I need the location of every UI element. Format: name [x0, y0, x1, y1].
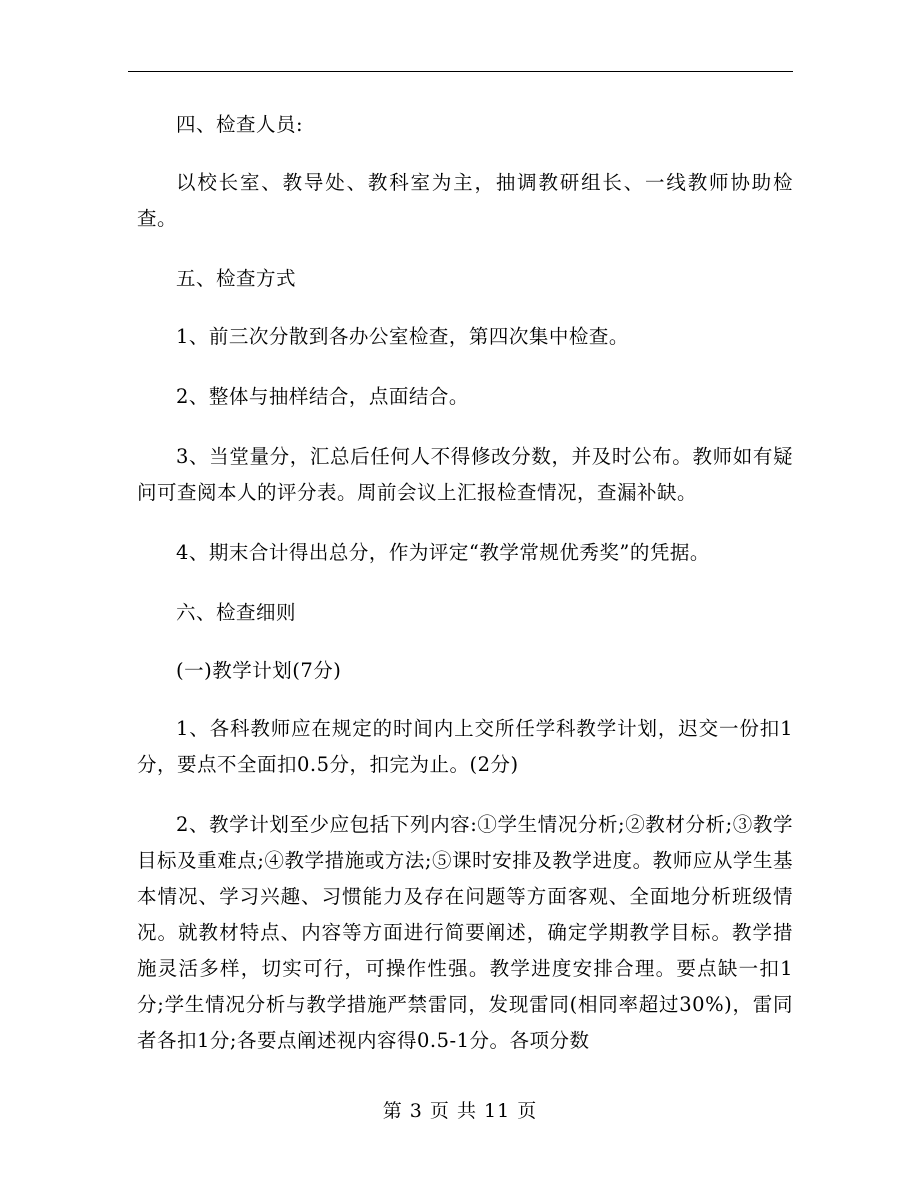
section-title: 四、检查人员:: [176, 113, 304, 136]
header-rule: [128, 71, 793, 72]
section-title: 五、检查方式: [176, 267, 297, 290]
list-item: 2、整体与抽样结合，点面结合。: [176, 385, 469, 408]
subsection-title: (一)教学计划(7分): [176, 659, 342, 682]
list-item: 2、教学计划至少应包括下列内容:①学生情况分析;②教材分析;③教学目标及重难点;④教学措施或方法;⑤课时安排及教学进度。教师应从学生基本情况、学习兴趣、习惯能力及存在问题等方面客观、全面地分析班级情况。就教材特点、内容等方面进行简要阐述，确定学期教学目标。教学措施灵活多样，切实可行，可操作性强。教学进度安排合理。要点缺一扣1分;学生情况分析与教学措施严禁雷同，发现雷同(相同率超过30%)，雷同者各扣1分;各要点阐述视内容得0.5-1分。各项分数: [137, 813, 793, 1052]
list-item: 1、各科教师应在规定的时间内上交所任学科教学计划，迟交一份扣1分，要点不全面扣0.5分，扣完为止。(2分): [137, 717, 793, 776]
paragraph: 以校长室、教导处、教科室为主，抽调教研组长、一线教师协助检查。: [137, 171, 793, 230]
page-number: 第 3 页 共 11 页: [382, 1100, 538, 1122]
list-item: 4、期末合计得出总分，作为评定“教学常规优秀奖”的凭据。: [176, 541, 710, 564]
section-title: 六、检查细则: [176, 601, 297, 624]
list-item: 3、当堂量分，汇总后任何人不得修改分数，并及时公布。教师如有疑问可查阅本人的评分表。周前会议上汇报检查情况，查漏补缺。: [137, 445, 793, 504]
list-item: 1、前三次分散到各办公室检查，第四次集中检查。: [176, 325, 629, 348]
document-body: [137, 107, 793, 1083]
